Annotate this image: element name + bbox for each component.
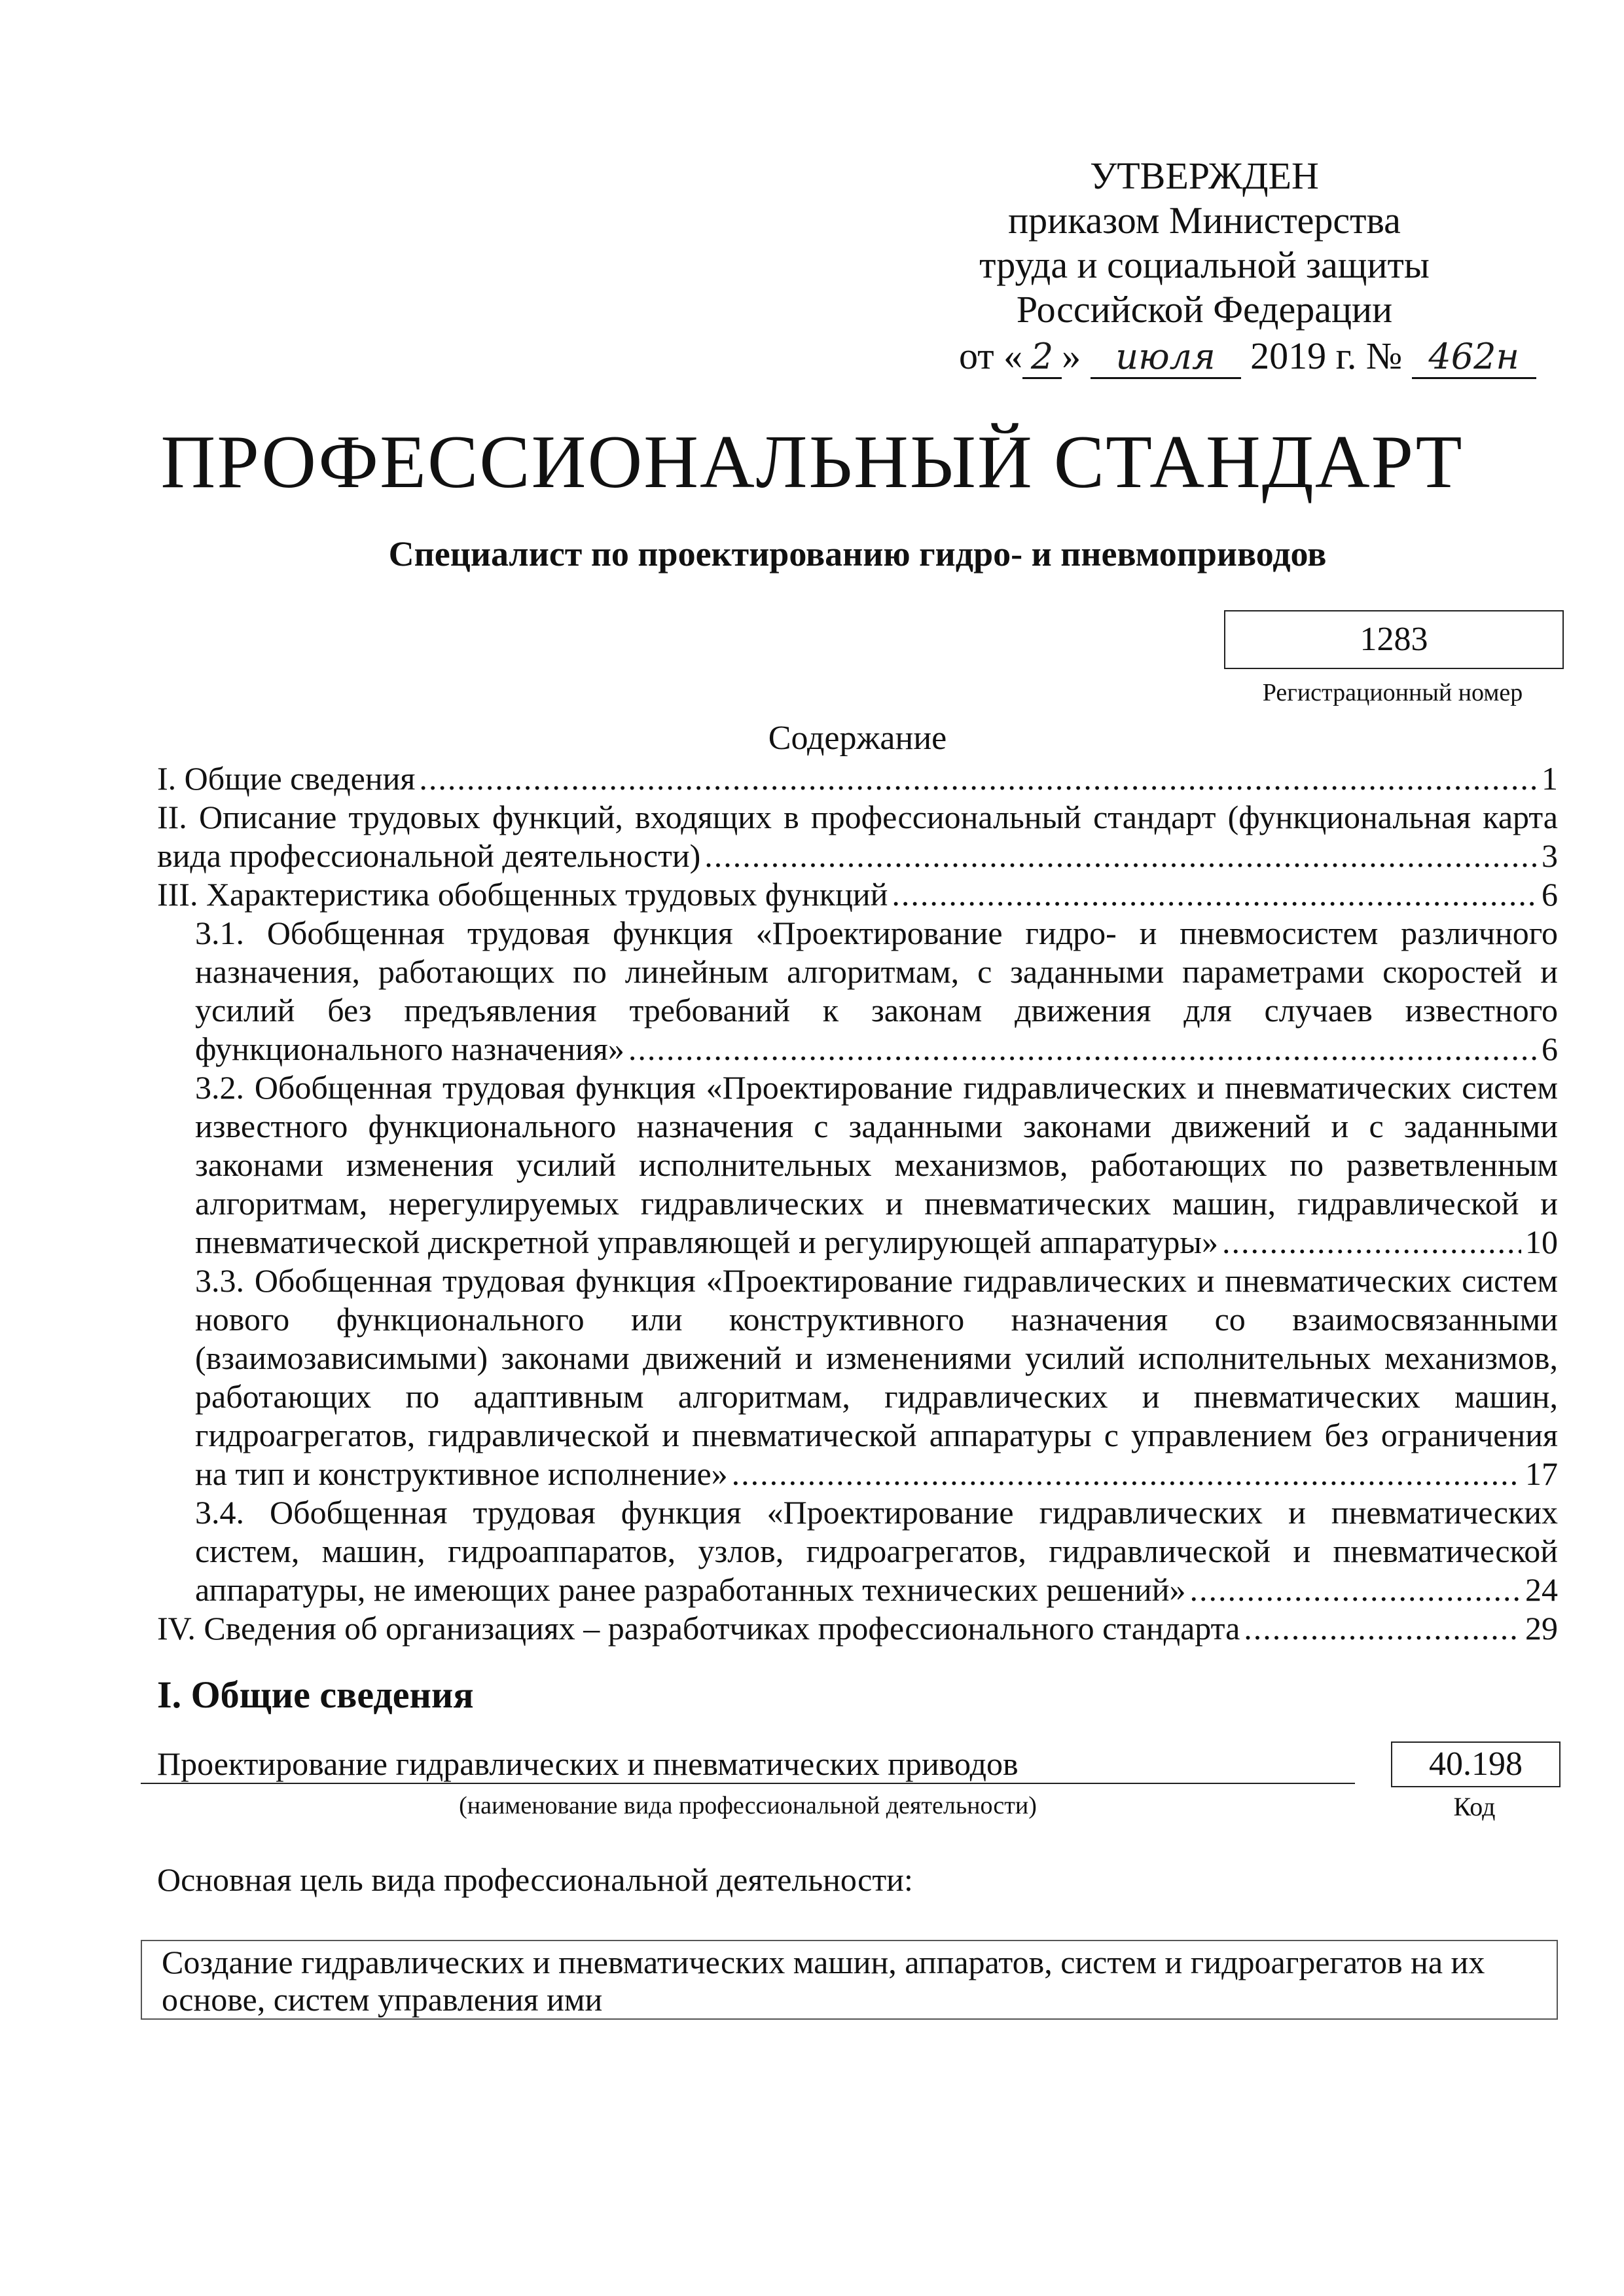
- toc-entry[interactable]: [157, 1068, 1558, 1262]
- activity-name-caption: (наименование вида профессиональной деятельности): [459, 1792, 1037, 1819]
- section-heading: I. Общие сведения: [157, 1673, 474, 1716]
- document-title: ПРОФЕССИОНАЛЬНЫЙ СТАНДАРТ: [160, 420, 1464, 504]
- toc-page-number: 17: [1525, 1455, 1558, 1492]
- toc-entry-line: 3.2. Обобщенная трудовая функция «Проектирование гидравлических и пневматических систем: [195, 1069, 1558, 1106]
- approval-date: [959, 334, 1536, 379]
- toc-entry[interactable]: [157, 1262, 1558, 1493]
- toc-entry-line: II. Описание трудовых функций, входящих в профессиональный стандарт (функциональная карта: [157, 799, 1558, 835]
- toc-entry-text: на тип и конструктивное исполнение»: [195, 1455, 728, 1492]
- toc-entry-text: аппаратуры, не имеющих ранее разработанных технических решений»: [195, 1571, 1186, 1608]
- toc-page-number: 29: [1525, 1610, 1558, 1647]
- date-day: 2: [1022, 336, 1062, 379]
- registration-number-label: Регистрационный номер: [1262, 679, 1523, 706]
- registration-number-box: 1283: [1224, 610, 1564, 669]
- toc-page-number: 1: [1542, 760, 1558, 797]
- toc-entry-line: 3.4. Обобщенная трудовая функция «Проектирование гидравлических и пневматических: [195, 1494, 1558, 1531]
- activity-code-box: 40.198: [1391, 1741, 1561, 1787]
- goal-line-2: основе, систем управления ими: [162, 1981, 603, 2018]
- toc-entry-line: работающих по адаптивным алгоритмам, гидравлических и пневматических машин,: [195, 1378, 1558, 1415]
- toc-entry-line: 3.3. Обобщенная трудовая функция «Проектирование гидравлических и пневматических систем: [195, 1262, 1558, 1299]
- toc-entry[interactable]: [157, 759, 1558, 798]
- toc-entry-text: IV. Сведения об организациях – разработчиках профессионального стандарта: [157, 1610, 1240, 1647]
- toc-entry-text: пневматической дискретной управляющей и регулирующей аппаратуры»: [195, 1224, 1218, 1260]
- date-year: 2019 г. №: [1250, 335, 1403, 377]
- toc-entry-text: I. Общие сведения: [157, 760, 416, 797]
- toc-entry-line: усилий без предъявления требований к законам движения для случаев известного: [195, 992, 1558, 1029]
- toc-page-number: 3: [1542, 837, 1558, 874]
- table-of-contents: [157, 759, 1558, 1648]
- toc-entry-line: 3.1. Обобщенная трудовая функция «Проектирование гидро- и пневмосистем различного: [195, 915, 1558, 951]
- toc-leader-dots: [892, 875, 1538, 914]
- toc-page-number: 10: [1525, 1224, 1558, 1260]
- toc-entry[interactable]: [157, 1493, 1558, 1609]
- toc-entry[interactable]: [157, 1609, 1558, 1648]
- toc-leader-dots: [704, 837, 1538, 875]
- toc-leader-dots: [1189, 1571, 1521, 1609]
- date-prefix: от «: [959, 335, 1023, 377]
- activity-name-field: Проектирование гидравлических и пневматических приводов: [141, 1745, 1355, 1784]
- goal-line-1: Создание гидравлических и пневматических машин, аппаратов, систем и гидроагрегатов на их: [162, 1944, 1485, 1980]
- approval-line-2: приказом Министерства: [1008, 199, 1401, 242]
- toc-leader-dots: [1244, 1609, 1521, 1648]
- toc-page-number: 6: [1542, 1030, 1558, 1067]
- toc-entry-line: систем, машин, гидроаппаратов, узлов, гидроагрегатов, гидравлической и пневматической: [195, 1533, 1558, 1569]
- document-subtitle: Специалист по проектированию гидро- и пневмоприводов: [388, 534, 1327, 574]
- toc-entry-text: III. Характеристика обобщенных трудовых функций: [157, 876, 888, 913]
- toc-leader-dots: [628, 1030, 1538, 1068]
- toc-entry-line: назначения, работающих по линейным алгоритмам, с заданными параметрами скоростей и: [195, 953, 1558, 990]
- date-month: июля: [1091, 336, 1241, 379]
- toc-entry-line: (взаимозависимыми) законами движений и изменениями усилий исполнительных механизмов,: [195, 1339, 1558, 1376]
- toc-entry-text: вида профессиональной деятельности): [157, 837, 701, 874]
- approval-line-3: труда и социальной защиты: [979, 244, 1430, 286]
- toc-entry[interactable]: [157, 798, 1558, 875]
- goal-box: [141, 1940, 1558, 2020]
- toc-entry-line: алгоритмам, нерегулируемых гидравлических и пневматических машин, гидравлической и: [195, 1185, 1558, 1222]
- approval-line-1: УТВЕРЖДЕН: [1090, 155, 1319, 197]
- toc-entry-line: нового функционального или конструктивного назначения со взаимосвязанными: [195, 1301, 1558, 1338]
- order-number: 462н: [1412, 336, 1536, 379]
- toc-leader-dots: [1222, 1223, 1521, 1262]
- toc-entry-line: законами изменения усилий исполнительных механизмов, работающих по разветвленным: [195, 1146, 1558, 1183]
- date-mid: »: [1062, 335, 1081, 377]
- toc-page-number: 24: [1525, 1571, 1558, 1608]
- toc-heading: Содержание: [768, 720, 947, 757]
- toc-leader-dots: [732, 1455, 1521, 1493]
- toc-entry[interactable]: [157, 914, 1558, 1068]
- toc-entry[interactable]: [157, 875, 1558, 914]
- goal-label: Основная цель вида профессиональной деятельности:: [157, 1861, 913, 1898]
- toc-entry-text: функционального назначения»: [195, 1030, 624, 1067]
- toc-entry-line: известного функционального назначения с заданными законами движений и с заданными: [195, 1108, 1558, 1144]
- toc-leader-dots: [419, 759, 1538, 798]
- toc-entry-line: гидроагрегатов, гидравлической и пневматической аппаратуры с управлением без ограничения: [195, 1417, 1558, 1453]
- toc-page-number: 6: [1542, 876, 1558, 913]
- approval-block: [851, 154, 1558, 332]
- activity-code-caption: Код: [1453, 1792, 1496, 1821]
- approval-line-4: Российской Федерации: [1016, 288, 1393, 331]
